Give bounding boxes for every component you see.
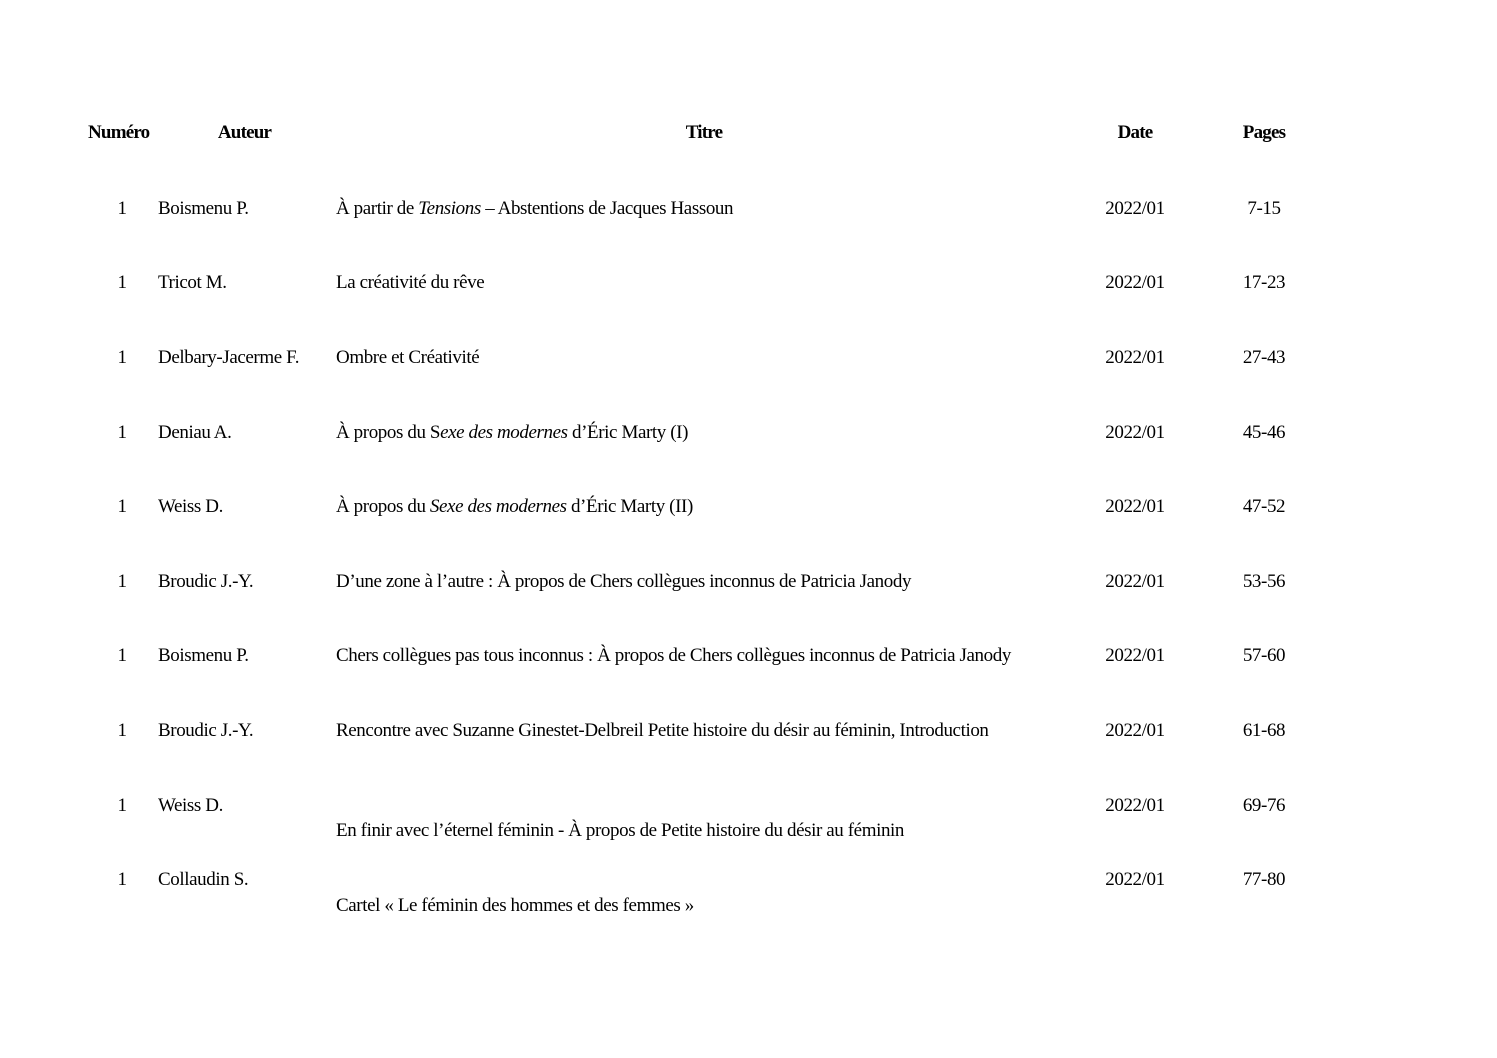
cell-pages: 53-56 (1242, 571, 1286, 592)
cell-pages: 47-52 (1242, 496, 1286, 517)
titre-text-end: – Abstentions de Jacques Hassoun (480, 198, 734, 219)
titre-italic: Sexe des modernes (429, 496, 567, 517)
cell-numero: 1 (117, 869, 127, 890)
titre-text: En finir avec l’éternel féminin - À propos de Petite histoire du désir au féminin (336, 820, 905, 841)
cell-auteur: Tricot M. (158, 272, 227, 293)
cell-pages: 61-68 (1242, 720, 1286, 741)
cell-numero: 1 (117, 198, 127, 219)
cell-date: 2022/01 (1105, 720, 1165, 741)
header-auteur: Auteur (217, 122, 272, 143)
titre-text: D’une zone à l’autre : À propos de Chers collègues inconnus de Patricia Janody (336, 571, 912, 592)
cell-date: 2022/01 (1105, 795, 1165, 816)
table-row (0, 495, 1497, 570)
header-pages: Pages (1242, 122, 1286, 143)
cell-numero: 1 (117, 496, 127, 517)
cell-titre (336, 719, 1072, 743)
titre-italic: exe des modernes (440, 422, 568, 443)
table-row (0, 719, 1497, 794)
table-row (0, 421, 1497, 496)
cell-pages: 69-76 (1242, 795, 1286, 816)
cell-titre (336, 495, 1072, 519)
cell-auteur: Broudic J.-Y. (158, 720, 254, 741)
cell-auteur: Weiss D. (158, 795, 223, 816)
titre-text: À propos du (336, 496, 430, 517)
cell-pages: 7-15 (1247, 198, 1281, 219)
table-row (0, 570, 1497, 645)
cell-auteur: Deniau A. (158, 422, 232, 443)
titre-text: La créativité du rêve (336, 272, 485, 293)
cell-pages: 45-46 (1242, 422, 1286, 443)
cell-titre (336, 570, 1072, 594)
titre-text-end: d’Éric Marty (I) (567, 422, 689, 443)
cell-date: 2022/01 (1105, 496, 1165, 517)
cell-date: 2022/01 (1105, 571, 1165, 592)
titre-text: Cartel « Le féminin des hommes et des femmes » (336, 895, 694, 916)
titre-text: Rencontre avec Suzanne Ginestet-Delbreil Petite histoire du désir au féminin, Introduction (336, 720, 989, 741)
cell-auteur: Weiss D. (158, 496, 223, 517)
table-row (0, 346, 1497, 421)
cell-numero: 1 (117, 347, 127, 368)
cell-titre (336, 346, 1072, 370)
cell-numero: 1 (117, 795, 127, 816)
table-row (0, 271, 1497, 346)
cell-numero: 1 (117, 422, 127, 443)
cell-numero: 1 (117, 272, 127, 293)
cell-date: 2022/01 (1105, 198, 1165, 219)
titre-text: À partir de (336, 198, 419, 219)
header-numero: Numéro (88, 122, 150, 143)
cell-pages: 57-60 (1242, 645, 1286, 666)
titre-text: À propos du S (336, 422, 441, 443)
cell-titre (336, 819, 1072, 843)
cell-titre (336, 197, 1072, 221)
cell-date: 2022/01 (1105, 645, 1165, 666)
cell-date: 2022/01 (1105, 869, 1165, 890)
cell-numero: 1 (117, 571, 127, 592)
cell-auteur: Collaudin S. (158, 869, 249, 890)
table-row (0, 794, 1497, 869)
cell-date: 2022/01 (1105, 272, 1165, 293)
table-row (0, 644, 1497, 719)
cell-numero: 1 (117, 645, 127, 666)
table-row (0, 868, 1497, 943)
cell-auteur: Boismenu P. (158, 645, 249, 666)
cell-titre (336, 894, 1072, 918)
cell-date: 2022/01 (1105, 422, 1165, 443)
header-titre: Titre (685, 122, 723, 143)
titre-italic: Tensions (418, 198, 481, 219)
cell-titre (336, 644, 1072, 668)
cell-pages: 17-23 (1242, 272, 1286, 293)
table-row (0, 197, 1497, 272)
cell-auteur: Boismenu P. (158, 198, 249, 219)
cell-titre (336, 421, 1072, 445)
header-date: Date (1117, 122, 1153, 143)
cell-numero: 1 (117, 720, 127, 741)
cell-auteur: Broudic J.-Y. (158, 571, 254, 592)
cell-pages: 27-43 (1242, 347, 1286, 368)
cell-date: 2022/01 (1105, 347, 1165, 368)
cell-titre (336, 271, 1072, 295)
titre-text-end: d’Éric Marty (II) (566, 496, 693, 517)
cell-pages: 77-80 (1242, 869, 1286, 890)
titre-text: Chers collègues pas tous inconnus : À propos de Chers collègues inconnus de Patricia Janody (336, 645, 1011, 666)
titre-text: Ombre et Créativité (336, 347, 480, 368)
cell-auteur: Delbary-Jacerme F. (158, 347, 300, 368)
